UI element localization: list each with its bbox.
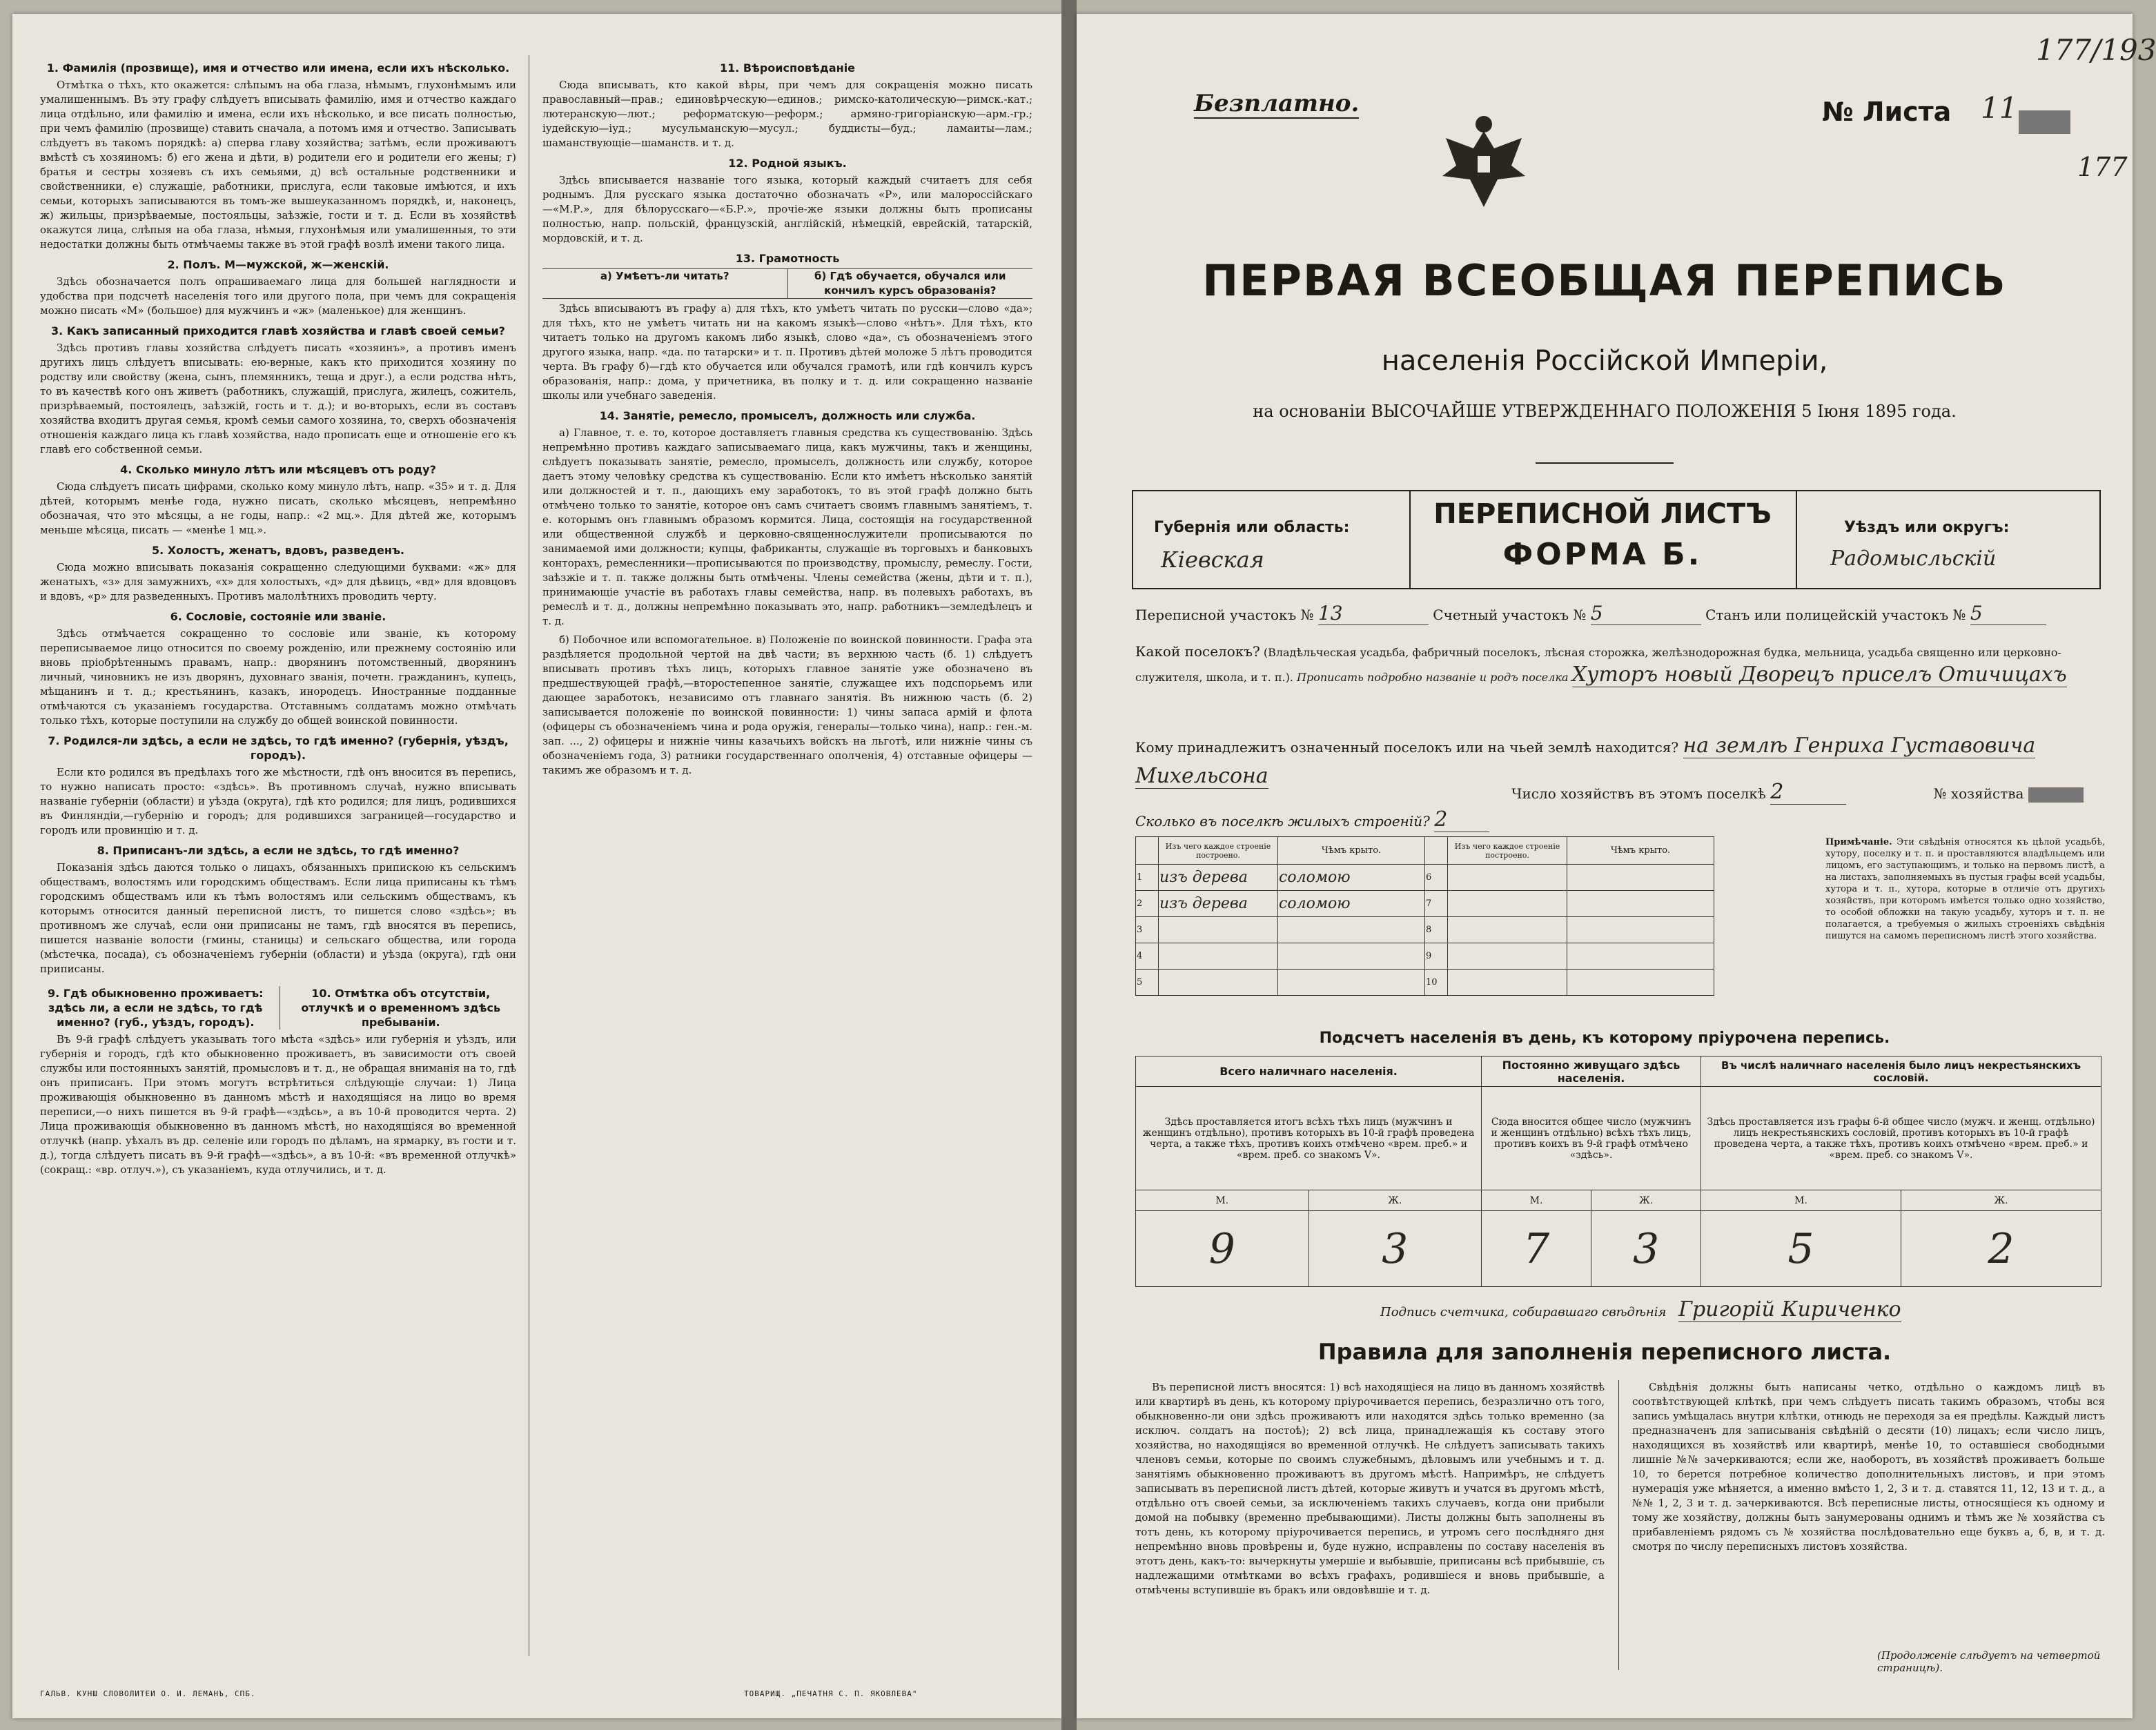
stan-label: Станъ или полицейскій участокъ № [1705,607,1966,623]
settlement-row [1135,640,2101,689]
summary-explanation: Здѣсь проставляется изъ графы 6-й общее число (мужч. и женщ. отдѣльно) лицъ некрестьянскихъ сословій, противъ которыхъ въ 10-й графѣ проведена черта, а также тѣхъ, противъ коихъ отмѣчено «врем. преб.» и «врем. преб. со знакомъ V». [1701,1087,2101,1190]
row-number: 7 [1425,891,1448,917]
rules-title: Правила для заполненія переписного листа. [1317,1339,1892,1365]
rule-14 [542,409,1032,629]
male-label: М. [1136,1190,1309,1211]
rule-heading: 14. Занятіе, ремесло, промыселъ, должность или служба. [599,409,976,422]
sheet-number-value: 11 [1981,91,2018,125]
row-number: 5 [1136,970,1159,996]
instructions-page [12,14,1061,1718]
row-number: 1 [1136,865,1159,891]
rule-2 [40,257,516,318]
form-legal-basis: на основаніи ВЫСОЧАЙШЕ УТВЕРЖДЕННАГО ПОЛОЖЕНІЯ 5 Іюня 1895 года. [1253,402,1957,421]
rule-heading: 7. Родился-ли здѣсь, а если не здѣсь, то гдѣ именно? (губернія, уѣздъ, городъ). [48,734,509,762]
rule-heading: 2. Полъ. М—мужской, ж—женскій. [167,258,389,271]
settlement-note: (Владѣльческая усадьба, фабричный поселокъ, лѣсная сторожка, желѣзнодорожная будка, мельница, усадьба священно или церковно-служителя, школа, и т. п.). [1135,646,2061,684]
owner-label: Кому принадлежитъ означенный поселокъ или на чьей землѣ находится? [1135,739,1679,756]
note-text: Эти свѣдѣнія относятся къ цѣлой усадьбѣ, хутору, поселку и т. п. и проставляются владѣльцемъ или лицомъ, его заступающимъ, и только на первомъ листѣ, а на листахъ, заполняемыхъ въ пустыя графы всей усадьбы, хутора и т. п., хутора, которые в отличіе отъ другихъ хозяйствъ, при которомъ имѣется только одно хозяйство, то особой обложки на такую усадьбу, хуторъ и т. п. не полагается, а требуемыя о жилыхъ строеніяхъ свѣдѣнія пишутся на самомъ переписномъ листѣ этого хозяйства. [1825,837,2105,941]
printer-imprint: ГАЛЬВ. КУНШ СЛОВОЛИТЕИ О. И. ЛЕМАНЪ, СПБ. [40,1689,256,1698]
rule-text: Здѣсь вписывается названіе того языка, который каждый считаетъ для себя роднымъ. Для русскаго языка достаточно обозначать «Р», или малороссійскаго—«М.Р.», для бѣлорусскаго—«Б.Р.», прочіе-же языки должны быть прописаны полностью, напр. польскій, французскій, англійскій, нѣмецкій, еврейскій, татарскій, мордовскій, и т. д. [542,174,1032,244]
female-label: Ж. [1309,1190,1482,1211]
instructions-column-1 [40,55,516,1181]
summary-head: Всего наличнаго населенія. [1136,1056,1482,1087]
rule-12 [542,156,1032,246]
buildings-head-roof: Чѣмъ крыто. [1567,837,1714,865]
rule-heading: 1. Фамилія (прозвище), имя и отчество или имена, если ихъ нѣсколько. [46,61,510,75]
present-male-count: 9 [1136,1211,1309,1287]
population-summary-table [1135,1056,2101,1287]
building-material: изъ дерева [1159,891,1278,917]
household-number-label: № хозяйства [1933,785,2024,802]
redaction-box [2019,110,2070,134]
rule-text: б) Побочное или вспомогательное. в) Положеніе по воинской повинности. Графа эта раздѣляется продольной чертой на двѣ части; въ верхнюю часть (б. 1) слѣдуетъ вписывать противъ тѣхъ лицъ, которыхъ главное занятіе уже обозначено въ предшествующей графѣ,—второстепенное занятіе, служащее ихъ подспорьемъ или дающее заработокъ, независимо отъ главнаго занятія. Въ нижнюю часть (б. 2) записывается положеніе по воинской повинности: 1) чины запаса армій и флота (офицеры съ обозначеніемъ чина и рода оружія, генералы—только чина), напр.: ген.-м. зап. ..., 2) офицеры и нижніе чины казачьихъ войскъ на льготѣ, или нижніе чины съ обозначеніемъ года, 3) ратники государственнаго ополченія, 4) отставные офицеры — такимъ же образомъ и т. д. [542,633,1032,776]
rule-heading: 10. Отмѣтка объ отсутствіи, отлучкѣ и о временномъ здѣсь пребываніи. [280,986,517,1030]
table-row [1136,917,1714,943]
district-label: Переписной участокъ № [1135,607,1314,623]
row-number: 4 [1136,943,1159,970]
binding-gutter [1061,0,1077,1730]
resident-male-count: 7 [1482,1211,1591,1287]
signature-label: Подпись счетчика, собиравшаго свѣдѣнія [1380,1305,1667,1319]
settlement-value: Хуторъ новый Дворецъ приселъ Отичицахъ [1571,662,2067,687]
rule-text: а) Главное, т. е. то, которое доставляетъ главныя средства къ существованію. Здѣсь непремѣнно противъ каждаго записываемаго лица, какъ мужчины, такъ и женщины, слѣдуетъ показывать занятіе, ремесло, промыселъ, должность или службу, которое даетъ этому человѣку средства къ существованію. Если кто имѣетъ нѣсколько занятій или должностей и т. п., дающихъ ему заработокъ, то въ этой графѣ должно быть отмѣчено только то занятіе, которое онъ самъ считаетъ своимъ главнымъ занятіемъ, т. е. которымъ онъ главнымъ образомъ кормится. Лица, состоящія на государственной или общественной службѣ и церковно-священнослужители прописываются по занимаемой ими должности; купцы, фабриканты, служащіе въ торговыхъ и банковыхъ конторахъ, ремесленники—прописываются по производству, промыслу, ремеслу. Гости, заѣзжіе и т. п. также должны быть отмѣчены. Члены семейства (жены, дѣти и т. п.), принимающіе участіе въ работахъ главы семейства, напр. въ полевыхъ работахъ, въ ремеслѣ и т. д., должны непремѣнно показывать это, напр. работникъ—земледѣлецъ и т. д. [542,426,1032,627]
households-label: Число хозяйствъ въ этомъ поселкѣ [1511,785,1766,802]
female-label: Ж. [1591,1190,1701,1211]
summary-head: Въ числѣ наличнаго населенія было лицъ некрестьянскихъ сословій. [1701,1056,2101,1087]
rule-6 [40,609,516,728]
resident-female-count: 3 [1591,1211,1701,1287]
district-row [1135,602,2046,625]
rule-heading: 13. Грамотность [735,252,840,265]
rule-1 [40,61,516,252]
rule-heading: 8. Приписанъ-ли здѣсь, а если не здѣсь, то гдѣ именно? [97,844,460,857]
form-header-box [1132,490,2101,589]
rule-14-b [542,633,1032,778]
rule-heading: 12. Родной языкъ. [728,157,847,170]
rule-heading: 4. Сколько минуло лѣтъ или мѣсяцевъ отъ роду? [120,463,436,476]
female-label: Ж. [1901,1190,2101,1211]
building-roof: соломою [1278,891,1425,917]
rule-text: Сюда слѣдуетъ писать цифрами, сколько кому минуло лѣтъ, напр. «35» и т. д. Для дѣтей, которымъ менѣе года, нужно писать, сколько мѣсяцевъ, непремѣнно обозначая, что это мѣсяцы, а не годы, напр.: «2 мц.». Для дѣтей же, которымъ меньше мѣсяца, писать — «менѣе 1 мц.». [40,480,516,536]
non-peasant-female-count: 2 [1901,1211,2101,1287]
row-number: 2 [1136,891,1159,917]
district-value: 13 [1318,602,1429,625]
rule-text: Здѣсь отмѣчается сокращенно то сословіе или званіе, къ которому переписываемое лицо относится по своему рожденію, или прежнему состоянію или вновь пріобрѣтеннымъ правамъ, напр.: дворянинъ потомственный, дворянинъ личный, чиновникъ не изъ дворянъ, духовнаго званія, почетн. гражданинъ, купецъ, мѣщанинъ и т. д.; крестьянинъ, казакъ, инородецъ. Иностранные подданные отмѣчаются съ указаніемъ государства. Отставнымъ солдатамъ можно отмѣчать только тѣхъ, которые поступили на службу до общей воинской повинности. [40,627,516,727]
instructions-column-2 [542,55,1032,782]
rule-7 [40,734,516,838]
continued-note: (Продолженіе слѣдуетъ на четвертой страницѣ). [1877,1649,2101,1674]
form-subtitle: населенія Россійской Имперіи, [1381,345,1828,377]
settlement-note: Прописать подробно названіе и родъ поселка [1297,671,1569,684]
buildings-value: 2 [1434,807,1489,832]
printer-imprint: ТОВАРИЩ. „ПЕЧАТНЯ С. П. ЯКОВЛЕВА" [744,1689,918,1698]
form-title: ПЕРЕПИСНОЙ ЛИСТЪ [1433,498,1772,530]
settlement-label: Какой поселокъ? [1135,643,1260,660]
signature-row [1380,1297,1901,1322]
rule-heading: 5. Холостъ, женатъ, вдовъ, разведенъ. [151,544,405,557]
row-number: 10 [1425,970,1448,996]
rule-heading: 6. Сословіе, состояніе или званіе. [170,610,386,623]
row-number: 3 [1136,917,1159,943]
rule-text: Здѣсь противъ главы хозяйства слѣдуетъ писать «хозяинъ», а противъ именъ другихъ лицъ слѣдуетъ вписывать: ею-верные, какъ кто приходится хозяину по родству или свойству (жена, сынъ, племянникъ, теща и друг.), а если родства нѣтъ, то въ качествѣ кого онъ живетъ (работникъ, служащій, прислуга, жилецъ, сожитель, призрѣваемый, постоялецъ, заѣзжій, гость и т. д.); и во-вторыхъ, если въ составъ хозяйства входитъ другая семья, кромѣ семьи самого хозяина, то, сверхъ обозначенія отношенія каждаго лица къ главѣ хозяйства, надо прописать еще и отношеніе его къ главѣ его собственной семьи. [40,342,516,455]
rules-text-left: Въ переписной листъ вносятся: 1) всѣ находящіеся на лицо въ данномъ хозяйствѣ или квартирѣ въ день, къ которому пріурочивается перепись, безразлично отъ того, обыкновенно-ли они здѣсь проживаютъ или находятся здѣсь только временно (за исключ. солдатъ на постоѣ); 2) всѣ лица, принадлежащія къ составу этого хозяйства, но находящіяся во временной отлучкѣ. Не слѣдуетъ записывать такихъ членовъ семьи, которые по своимъ служебнымъ, дѣловымъ или учебнымъ и т. д. занятіямъ обыкновенно проживаютъ въ другомъ мѣстѣ. Напримѣръ, не слѣдуетъ записывать въ переписной листъ дѣтей, которые живутъ и учатся въ другомъ мѣстѣ, отдѣльно отъ своей семьи, за исключеніемъ такихъ случаевъ, когда они прибыли домой на побывку (временно пребывающими). Листы должны быть заполнены въ тотъ день, къ которому пріурочивается перепись, и утромъ сего послѣдняго дня непремѣнно вновь провѣрены и, буде нужно, исправлены по составу населенія въ этотъ день, какъ-то: вычеркнуты умершіе и выбывшіе, приписаны всѣ прибывшіе, съ надлежащими отмѣтками во всѣхъ графахъ, родившіеся и вновь прибывшіе, а отмѣчены вступившіе въ бракъ или овдовѣвшіе и т. д. [1135,1381,1605,1596]
stan-value: 5 [1970,602,2046,625]
uezd-label: Уѣздъ или округъ: [1844,519,2010,536]
count-district-label: Счетный участокъ № [1433,607,1587,623]
households-row [1511,780,2084,805]
rule-heading: 3. Какъ записанный приходится главѣ хозяйства и главѣ своей семьи? [51,324,505,337]
rule-4 [40,462,516,538]
rule-13 [542,251,1032,403]
rule-text: Показанія здѣсь даются только о лицахъ, обязанныхъ припискою къ сельскимъ обществамъ, волостямъ или городскимъ обществамъ. Если лица приписаны къ тѣмъ городскимъ обществамъ или къ тѣмъ волостямъ или сельскимъ обществамъ, къ которымъ относится данный переписной листъ, то пишется слово «здѣсь»; въ противномъ же случаѣ, если они приписаны не тамъ, гдѣ вносятся въ перепись, пишется названіе волости (гмины, станицы) и сельскаго общества, или города (мѣстечка, посада), съ обозначеніемъ губерніи (области) и уѣзда (округа), гдѣ они приписаны. [40,861,516,975]
free-of-charge-label: Безплатно. [1194,90,1360,117]
table-row [1136,891,1714,917]
redaction-box [2028,787,2084,803]
rule-text: Сюда вписывать, кто какой вѣры, при чемъ для сокращенія можно писать православный—прав.; единовѣрческую—единов.; римско-католическую—римск.-кат.; лютеранскую—лют.; реформатскую—реформ.; армяно-григоріанскую—арм.-гр.; іудейскую—іуд.; мусульманскую—мусул.; буддисты—буд.; ламаиты—лам.; шаманствующіе—шаманств. и т. д. [542,79,1032,149]
archive-folio-mark: 177 [2077,152,2128,182]
row-number: 6 [1425,865,1448,891]
summary-explanation: Здѣсь проставляется итогъ всѣхъ тѣхъ лицъ (мужчинъ и женщинъ отдѣльно), противъ которыхъ въ 10-й графѣ проведена черта, а также тѣхъ, противъ коихъ отмѣчено «врем. преб.» и «врем. преб. со знакомъ V». [1136,1087,1482,1190]
imperial-eagle-emblem [1432,110,1536,214]
column-divider [1618,1380,1619,1670]
buildings-head-roof: Чѣмъ крыто. [1278,837,1425,865]
note-label: Примѣчаніе. [1825,837,1892,847]
form-main-title: ПЕРВАЯ ВСЕОБЩАЯ ПЕРЕПИСЬ [1202,255,2007,306]
rule-subheading: б) Гдѣ обучается, обучался или кончилъ курсъ образованія? [787,269,1033,298]
rule-text: Если кто родился въ предѣлахъ того же мѣстности, гдѣ онъ вносится въ перепись, то нужно написать просто: «здѣсь». Въ противномъ случаѣ, нужно вписывать названіе губерніи (области) и уѣзда (округа), гдѣ кто родился; для лицъ, родившихся въ Финляндіи,—губернію и городъ; для родившихся заграницей—государство и городъ или провинцію и т. д. [40,766,516,836]
table-row [1136,970,1714,996]
row-number: 8 [1425,917,1448,943]
uezd-value: Радомысльскій [1830,547,1997,571]
buildings-label: Сколько въ поселкѣ жилыхъ строеній? [1135,813,1430,829]
population-summary-title: Подсчетъ населенія въ день, къ которому пріурочена перепись. [1319,1030,1890,1047]
summary-head: Постоянно живущаго здѣсь населенія. [1482,1056,1701,1087]
buildings-head-material: Изъ чего каждое строеніе построено. [1159,837,1278,865]
households-value: 2 [1770,780,1846,805]
title-rule [1536,462,1674,464]
rule-8 [40,843,516,976]
rule-heading: 9. Гдѣ обыкновенно проживаетъ: здѣсь ли, а если не здѣсь, то гдѣ именно? (губ., уѣздъ, городъ). [47,987,264,1029]
present-female-count: 3 [1309,1211,1482,1287]
building-material: изъ дерева [1159,865,1278,891]
rule-text: Здѣсь вписываютъ въ графу а) для тѣхъ, кто умѣетъ читать по русски—слово «да»; для тѣхъ, кто не умѣетъ читать ни на какомъ языкѣ—слово «нѣтъ». Для тѣхъ, кто читаетъ только на другомъ какомъ либо языкѣ, слово «да», съ обозначеніемъ этого другого языка, напр. «да. по татарски» и т. п. Противъ дѣтей моложе 5 лѣтъ проводится черта. Въ графу б)—гдѣ кто обучается или обучался грамотѣ, или гдѣ кончилъ курсъ образованія, напр.: дома, у причетника, въ полку и т. д. или сокращенно названіе школы или учебнаго заведенія. [542,302,1032,402]
enumerator-signature: Григорій Кириченко [1678,1297,1901,1321]
rule-3 [40,324,516,457]
buildings-note [1825,836,2105,942]
count-district-value: 5 [1591,602,1701,625]
form-name: ФОРМА Б. [1502,537,1703,572]
table-row [1136,943,1714,970]
row-number: 9 [1425,943,1448,970]
archive-folio-mark: 177/193 [2036,33,2156,67]
buildings-head-material: Изъ чего каждое строеніе построено. [1448,837,1567,865]
rule-subheading: а) Умѣетъ-ли читать? [600,270,729,282]
rule-5 [40,543,516,604]
table-row [1136,865,1714,891]
male-label: М. [1701,1190,1901,1211]
rule-text: Сюда можно вписывать показанія сокращенно следующими буквами: «ж» для женатыхъ, «з» для замужнихъ, «х» для холостыхъ, «д» для дѣвицъ, «вд» для вдовцовъ и вдовъ, «р» для разведенныхъ. Противъ малолѣтнихъ проводить черту. [40,561,516,602]
male-label: М. [1482,1190,1591,1211]
non-peasant-male-count: 5 [1701,1211,1901,1287]
buildings-table [1135,836,1714,996]
rule-text: Въ 9-й графѣ слѣдуетъ указывать того мѣста «здѣсь» или губернія и уѣздъ, или губернія и городъ, гдѣ кто обыкновенно проживаетъ, въ зависимости отъ своей службы или постоянныхъ занятій, промысловъ и т. д., не обращая вниманія на то, гдѣ онъ приписанъ. При этомъ могутъ встрѣтиться слѣдующіе случаи: 1) Лица проживающія обыкновенно въ данномъ мѣстѣ и находящіяся на лицо во время переписи,—о нихъ пишется въ 9-й графѣ—«здѣсь», а въ 10-й проводится черта. 2) Лица проживающія обыкновенно въ данномъ мѣстѣ, но находящіяся во временной отлучкѣ (напр. уѣхалъ въ др. селеніе или городъ по дѣламъ, на ярмарку, въ гости и т. д.), тогда слѣдуетъ писать въ 9-й графѣ—«здѣсь», а въ 10-й: «въ временной отлучкѣ» (сокращ.: «вр. отлуч.»), съ указаніемъ, куда отлучились, и т. д. [40,1033,516,1176]
rule-heading: 11. Вѣроисповѣданіе [719,61,856,75]
building-roof: соломою [1278,865,1425,891]
owner-value: на землѣ Генриха Густавовича Михельсона [1135,734,2036,788]
summary-explanation: Сюда вносится общее число (мужчинъ и женщинъ отдѣльно) всѣхъ тѣхъ лицъ, противъ коихъ въ 9-й графѣ отмѣчено «здѣсь». [1482,1087,1701,1190]
buildings-row [1135,807,1489,832]
header-divider [1796,491,1797,588]
rule-9-10 [40,981,516,1032]
sheet-number-label: № Листа [1822,97,1952,127]
rule-11 [542,61,1032,150]
rules-text-right: Свѣдѣнія должны быть написаны четко, отдѣльно о каждомъ лицѣ въ соотвѣтствующей клѣткѣ, при чемъ слѣдуетъ писать такимъ образомъ, чтобы вся запись умѣщалась внутри клѣтки, отнюдь не переходя за ея предѣлы. Каждый листъ предназначенъ для записыванія свѣдѣній о десяти (10) лицахъ; если число лицъ, находящихся въ хозяйствѣ или квартирѣ, менѣе 10, то оставшіеся свободными лишніе №№ зачеркиваются; если же, наоборотъ, въ хозяйствѣ проживаетъ больше 10, то берется потребное количество дополнительныхъ листовъ, и при этомъ нумерація уже мѣняется, а именно вмѣсто 1, 2, 3 и т. д. ставятся 11, 12, 13 и т. д., а №№ 1, 2, 3 и т. д. зачеркиваются. Всѣ переписные листы, относящіеся къ одному и тому же хозяйству, должны быть занумерованы однимъ и тѣмъ же № хозяйства съ прибавленіемъ рядомъ съ № хозяйства послѣдовательно еще буквъ а, б, в, и т. д. смотря по числу переписныхъ листовъ хозяйства. [1632,1381,2105,1553]
rule-text: Здѣсь обозначается полъ опрашиваемаго лица для большей наглядности и удобства при подсчетѣ населенія того или другого пола, при чемъ для сокращенія можно писать «М» (большое) для мужчинъ и «ж» (маленькое) для женщинъ. [40,275,516,317]
census-form-page [1077,14,2156,1718]
gubernia-label: Губернія или область: [1154,519,1350,536]
gubernia-value: Кіевская [1161,547,1264,573]
rule-text: Отмѣтка о тѣхъ, кто окажется: слѣпымъ на оба глаза, нѣмымъ, глухонѣмымъ или умалишеннымъ. Въ эту графу слѣдуетъ вписывать фамилію, имя и отчество каждаго лица отдѣльно, или фамилію и имена, если ихъ нѣсколько, и все писать полностью, при чемъ фамилію (прозвище) ставить сначала, а потомъ имя и отчество. Записывать слѣдуетъ въ такомъ порядкѣ: а) сперва главу хозяйства; затѣмъ, если проживаютъ вмѣстѣ съ хозяиномъ: б) его жена и дѣти, в) родители его и родители его жены; г) братья и сестры хозяевъ съ ихъ семьями, д) всѣ остальные родственники и свойственники, е) служащіе, работники, прислуга, если таковые имѣются, и ихъ семьи, которыхъ записываются въ томъ-же вышеуказанномъ порядкѣ, и, наконецъ, ж) жильцы, призрѣваемые, постояльцы, заѣзжіе, гости и т. д. Если въ хозяйствѣ окажутся лица, слѣпыя на оба глаза, нѣмыя, глухонѣмыя или умалишенныя, то эти недостатки должны быть отмѣчаемы также въ этой графѣ возлѣ имени такого лица. [40,79,516,250]
